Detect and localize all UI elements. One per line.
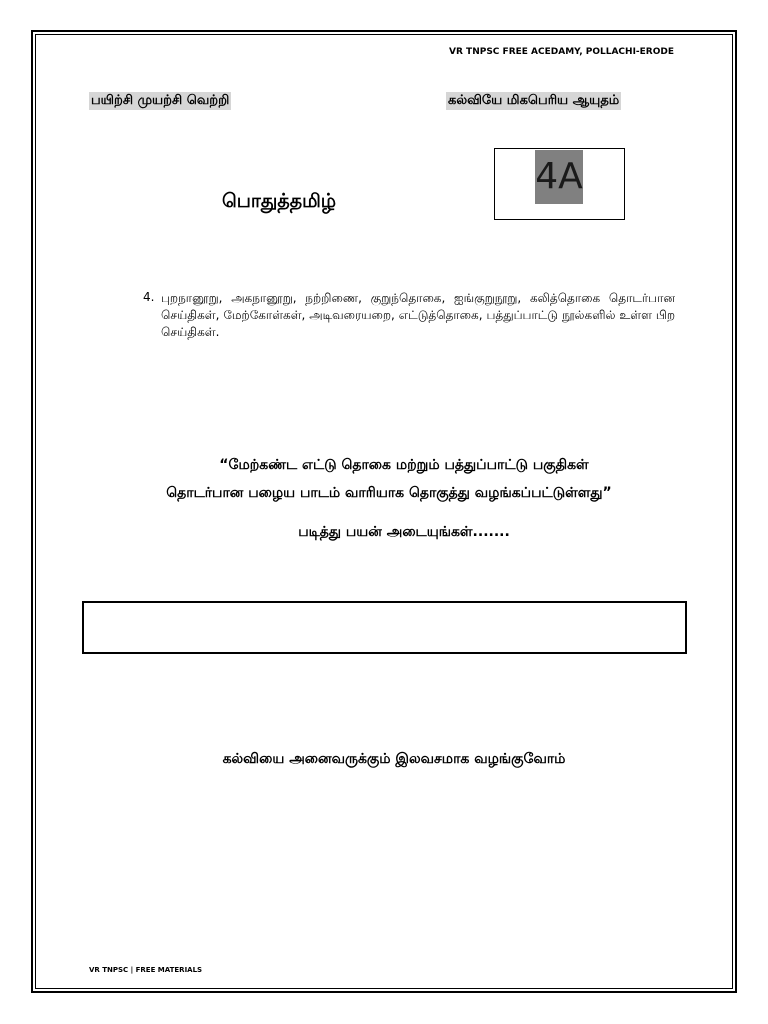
read-prompt: படித்து பயன் அடையுங்கள்....... (298, 524, 510, 540)
unit-code: 4A (535, 156, 583, 197)
page-border-inner (35, 34, 733, 989)
blank-box (82, 601, 687, 654)
academy-header: VR TNPSC FREE ACEDAMY, POLLACHI-ERODE (449, 47, 674, 57)
tagline-right: கல்வியே மிகபெரிய ஆயுதம் (448, 93, 620, 108)
syllabus-text: புறநானூறு, அகநானூறு, நற்றிணை, குறுந்தொகை, ஐங்குறுநூறு, கலித்தொகை தொடர்பான செய்திகள், மேற்கோள்கள், அடிவரையறை, எட்டுத்தொகை, பத்துப்பாட்டு நூல்களில் உள்ள பிற செய்திகள். (161, 291, 675, 339)
notice-line-2: தொடர்பான பழைய பாடம் வாரியாக தொகுத்து வழங்கப்பட்டுள்ளது” (166, 485, 612, 501)
syllabus-number: 4. (143, 290, 155, 304)
tagline-left: பயிற்சி முயற்சி வெற்றி (91, 93, 230, 108)
motto: கல்வியை அனைவருக்கும் இலவசமாக வழங்குவோம் (222, 751, 566, 767)
footer-text: VR TNPSC | FREE MATERIALS (89, 966, 203, 974)
notice-line-1: “மேற்கண்ட எட்டு தொகை மற்றும் பத்துப்பாட்டு பகுதிகள் (219, 457, 589, 473)
subject-title: பொதுத்தமிழ் (222, 190, 337, 212)
